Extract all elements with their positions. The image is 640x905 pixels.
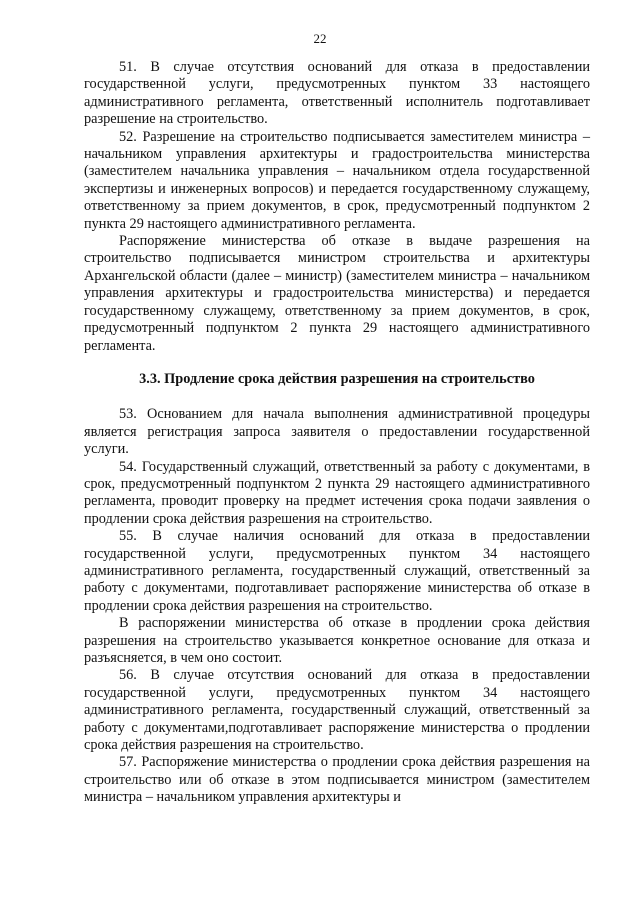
paragraph-refusal-reason: В распоряжении министерства об отказе в продлении срока действия разрешения на строительство указывается конкретное основание для отказа и разъясняется, в чем оно состоит.: [84, 615, 590, 666]
paragraph-refusal-order: Распоряжение министерства об отказе в выдаче разрешения на строительство подписывается министром строительства и архитектуры Архангельской области (далее – министр) (заместителем министра – начальником управления архитектуры и градостроительства министерства) и передается государственному служащему, ответственному за прием документов, в срок, предусмотренный подпунктом 2 пункта 29 настоящего административного регламента.: [84, 233, 590, 354]
paragraph-55: 55. В случае наличия оснований для отказа в предоставлении государственной услуги, предусмотренных пунктом 34 настоящего административного регламента, государственный служащий, ответственный за работу с документами, подготавливает распоряжение министерства об отказе в продлении срока действия разрешения на строительство.: [84, 528, 590, 614]
section-heading: 3.3. Продление срока действия разрешения на строительство: [139, 370, 535, 387]
paragraph-51: 51. В случае отсутствия оснований для отказа в предоставлении государственной услуги, предусмотренных пунктом 33 настоящего административного регламента, ответственный исполнитель подготавливает разрешение на строительство.: [84, 59, 590, 128]
document-body: [84, 59, 590, 807]
page-number: 22: [313, 31, 327, 46]
paragraph-54: 54. Государственный служащий, ответственный за работу с документами, в срок, предусмотренный подпунктом 2 пункта 29 настоящего административного регламента, проводит проверку на предмет истечения срока подачи заявления о продлении срока действия разрешения на строительство.: [84, 458, 590, 527]
paragraph-53: 53. Основанием для начала выполнения административной процедуры является регистрация запроса заявителя о предоставлении государственной услуги.: [84, 406, 590, 458]
paragraph-56: 56. В случае отсутствия оснований для отказа в предоставлении государственной услуги, предусмотренных пунктом 34 настоящего административного регламента, государственный служащий, ответственный за работу с документами,подготавливает распоряжение министерства о продлении срока действия разрешения на строительство.: [84, 667, 590, 754]
paragraph-52: 52. Разрешение на строительство подписывается заместителем министра – начальником управления архитектуры и градостроительства министерства (заместителем начальника управления – начальником отдела государственной экспертизы и инженерных вопросов) и передается государственному служащему, ответственному за прием документов, в срок, предусмотренный подпунктом 2 пункта 29 настоящего административного регламента.: [84, 128, 590, 232]
paragraph-57: 57. Распоряжение министерства о продлении срока действия разрешения на строительство или об отказе в этом подписывается министром (заместителем министра – начальником управления архитектуры и: [84, 754, 590, 806]
